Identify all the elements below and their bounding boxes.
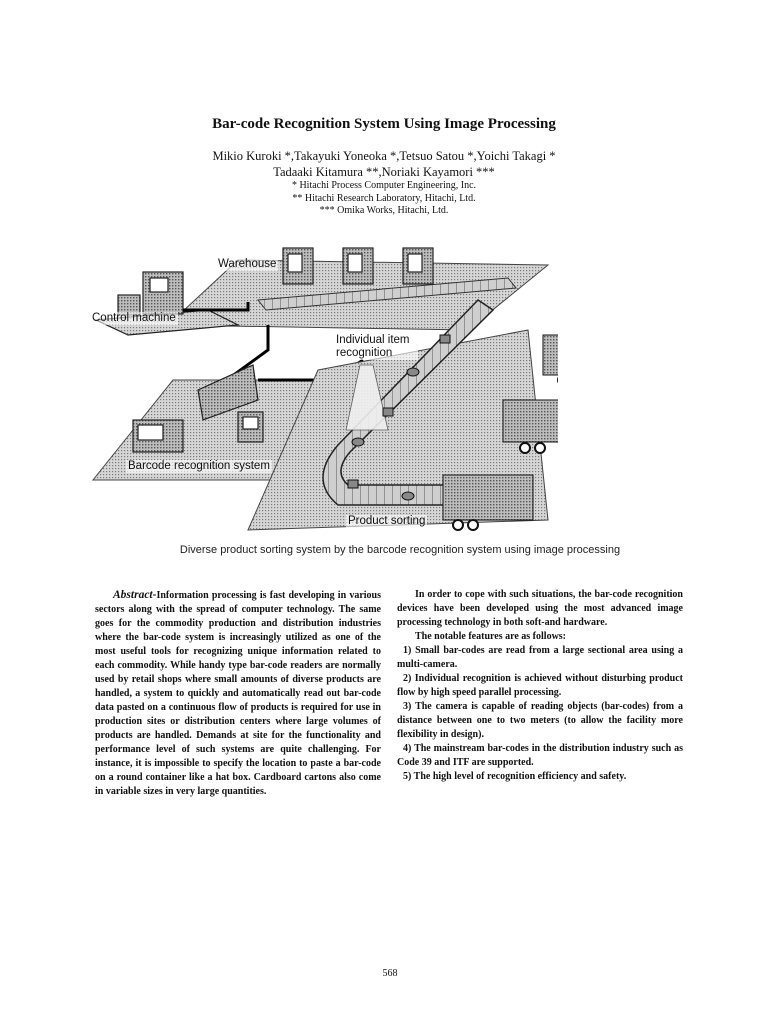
feature-item: 1) Small bar-codes are read from a large sectional area using a multi-camera. [397, 645, 683, 670]
abstract-text: Information processing is fast developing in various sectors along with the spread of computer technology. The same goes for the commodity production and distribution industries where the bar-code system is increasingly utilized as one of the most useful tools for recognizing unique information related to each commodity. While handy type bar-code readers are normally used by retail shops where small amounts of diverse products are handled, a system to quickly and automatically read out bar-code data pasted on a continuous flow of products is required for use in production sites or distribution centers where large volumes of products are handled. Demands at site for the functionality and performance level of such systems are quite challenging. For instance, it is impossible to specify the location to paste a bar-code on a round container like a hat box. Cardboard cartons also come in variable sizes in very large quantities. [95, 590, 381, 797]
author-list [0, 148, 768, 180]
product-sorting-label: Product sorting [348, 515, 426, 527]
affiliation-3: *** Omika Works, Hitachi, Ltd. [319, 205, 449, 216]
feature-item: 3) The camera is capable of reading objects (bar-codes) from a distance between one to two meters (to allow the facility more flexibility in design). [397, 701, 683, 740]
affiliation-list [0, 180, 768, 218]
affiliation-2: ** Hitachi Research Laboratory, Hitachi, Ltd. [292, 192, 476, 204]
individual-item-recognition-label: Individual item recognition [334, 334, 418, 360]
authors-line-2: Tadaaki Kitamura **,Noriaki Kayamori *** [273, 165, 495, 179]
control-machine-label: Control machine [92, 312, 176, 324]
feature-item: 5) The high level of recognition efficiency and safety. [403, 771, 627, 782]
warehouse-robots [283, 248, 433, 284]
authors-line-1: Mikio Kuroki *,Takayuki Yoneoka *,Tetsuo Satou *,Yoichi Takagi * [212, 149, 556, 163]
abstract-label: Abstract- [113, 589, 157, 601]
page-number: 568 [382, 968, 398, 979]
right-column [397, 588, 683, 784]
figure-caption: Diverse product sorting system by the barcode recognition system using image processing [179, 544, 621, 556]
paper-title: Bar-code Recognition System Using Image Processing [212, 116, 556, 132]
system-figure [88, 240, 558, 540]
intro-paragraph: In order to cope with such situations, the bar-code recognition devices have been developed using the most advanced image processing technology in both soft-and hardware. [397, 589, 683, 628]
features-heading: The notable features are as follows: [415, 631, 567, 642]
system-illustration [88, 240, 558, 540]
warehouse-label: Warehouse [218, 258, 277, 270]
abstract-column [95, 588, 381, 799]
feature-item: 2) Individual recognition is achieved without disturbing product flow by high speed parallel processing. [397, 673, 683, 698]
barcode-recognition-system-label: Barcode recognition system [128, 460, 270, 472]
affiliation-1: * Hitachi Process Computer Engineering, Inc. [291, 180, 477, 191]
abstract-paragraph [95, 588, 381, 799]
feature-item: 4) The mainstream bar-codes in the distribution industry such as Code 39 and ITF are supported. [397, 743, 683, 768]
